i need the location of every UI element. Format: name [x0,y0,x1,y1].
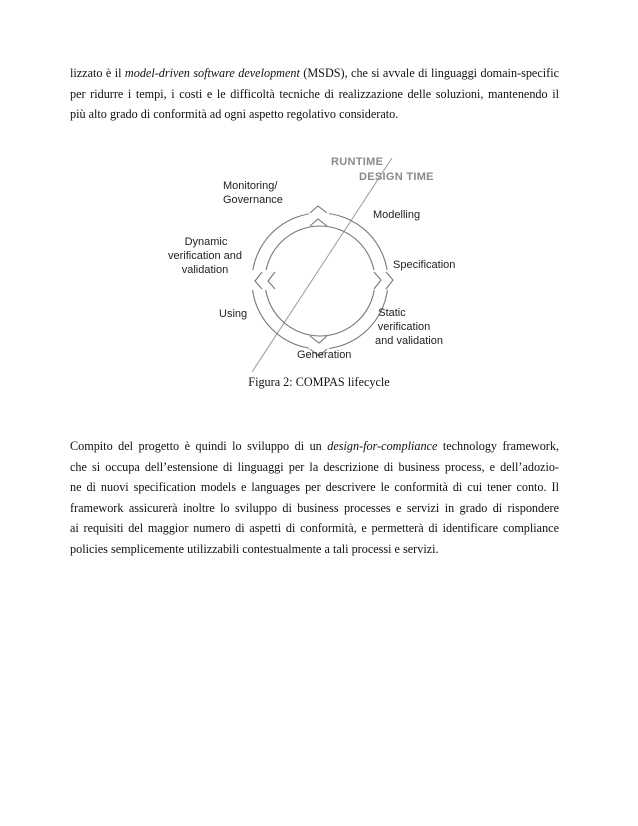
paragraph-line: lizzato è il model-driven software development (MSDS), che si avvale di linguaggi domain-specific [70,66,559,80]
lifecycle-outer-ring [252,213,388,349]
figure-caption: Figura 2: COMPAS lifecycle [248,375,390,389]
paragraph-line: ne di nuovi specification models e languages per descrivere le conformità di cui tener conto. Il [70,480,559,494]
stage-monitoring-line2: Governance [223,194,283,206]
paragraph-line: ai requisiti del maggior numero di aspetti di conformità, e permetterà di identificare compliance [70,521,559,535]
stage-dynamic-line2: verification and [168,250,242,262]
paragraph-line: policies semplicemente utilizzabili contestualmente a tali processi e servizi. [70,541,439,556]
stage-modelling: Modelling [373,209,421,221]
stage-static-line1: Static [378,307,406,319]
stage-static-line3: and validation [375,335,443,347]
stage-dynamic-line3: validation [181,264,229,276]
paragraph-line: che si occupa dell’estensione di linguaggi per la descrizione di business process, e dell’adozio- [70,459,559,474]
stage-static-line2: verification [377,321,431,333]
compas-lifecycle-diagram [0,0,638,400]
stage-dynamic-line1: Dynamic [184,236,228,248]
paragraph-line: per ridurre i tempi, i costi e le difficoltà tecniche di realizzazione delle soluzioni, mantenendo il [70,86,559,101]
runtime-label: RUNTIME [331,156,384,168]
stage-using: Using [219,308,248,320]
paragraph-line: Compito del progetto è quindi lo sviluppo di un design-for-compliance technology framework, [70,439,560,453]
emphasis-term: design-for-compliance [327,439,438,453]
body-paragraph [70,436,559,559]
paragraph-line: più alto grado di conformità ad ogni aspetto regolativo considerato. [70,107,399,121]
stage-monitoring-line1: Monitoring/ [223,180,278,192]
paragraph-line: framework assicurerà inoltre lo sviluppo di business processes e servizi in grado di rispondere [70,500,559,515]
lifecycle-inner-ring [265,226,375,336]
design-time-label: DESIGN TIME [359,171,434,183]
stage-generation: Generation [297,349,352,361]
emphasis-term: model-driven software development [124,66,300,80]
stage-specification: Specification [393,259,456,271]
